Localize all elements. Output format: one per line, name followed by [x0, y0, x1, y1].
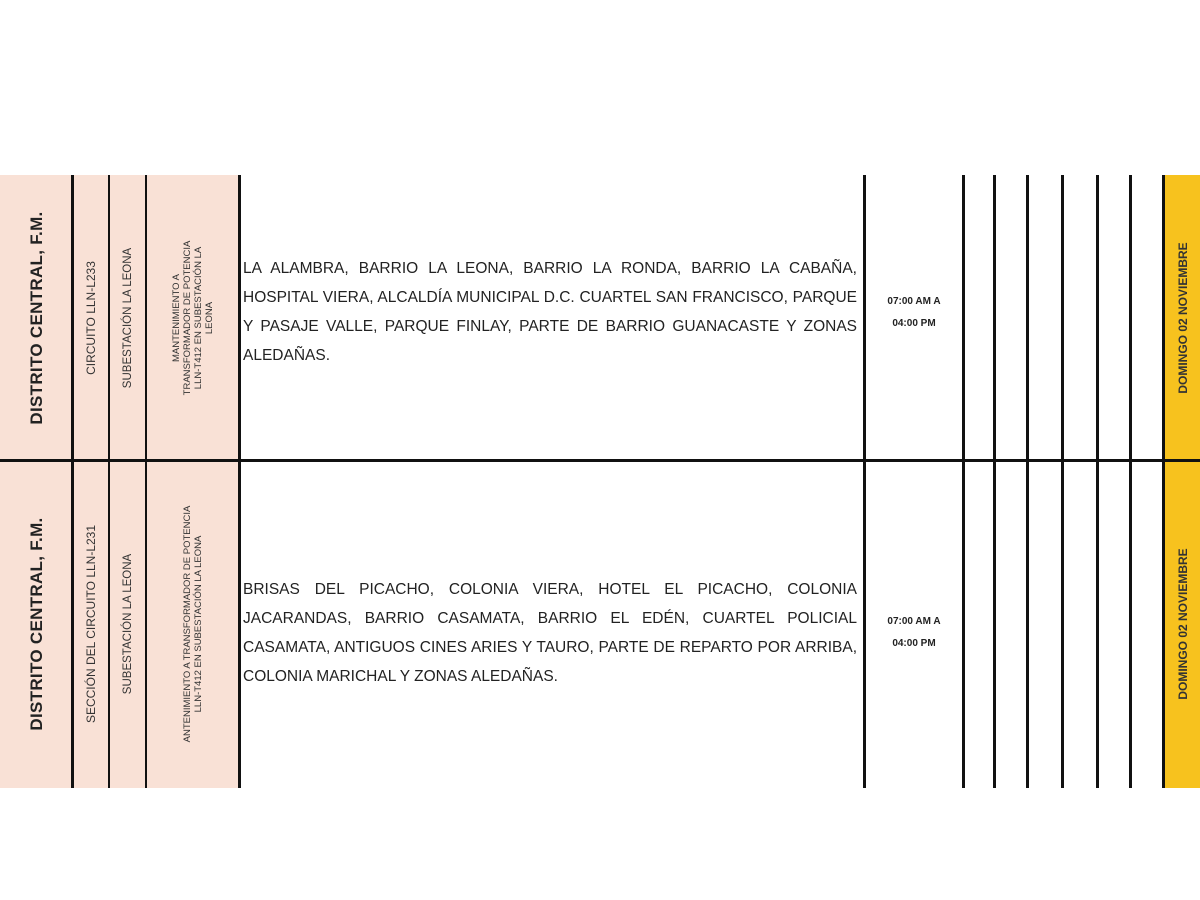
- district-label: DISTRITO CENTRAL, F.M.: [26, 210, 46, 425]
- column-divider: [962, 175, 965, 788]
- affected-areas: BRISAS DEL PICACHO, COLONIA VIERA, HOTEL EL PICACHO, COLONIA JACARANDAS, BARRIO CASAMATA, BARRIO EL EDÉN, CUARTEL POLICIAL CASAMATA, ANTIGUOS CINES ARIES Y TAURO, PARTE DE REPARTO POR ARRIBA, COLONIA MARICHAL Y ZONAS ALEDAÑAS.: [243, 581, 857, 685]
- maintenance-cell: [146, 175, 240, 460]
- circuit-cell: [73, 175, 109, 460]
- date-label: DOMINGO 02 NOVIEMBRE: [1175, 548, 1190, 700]
- substation-cell: [109, 460, 146, 788]
- column-divider: [1162, 175, 1165, 788]
- circuit-label: SECCIÓN DEL CIRCUITO LLN-L231: [84, 524, 98, 724]
- district-cell: [0, 460, 73, 788]
- time-end: 04:00 PM: [892, 638, 936, 649]
- time-end: 04:00 PM: [892, 318, 936, 329]
- time-start: 07:00 AM A: [887, 616, 941, 627]
- column-divider: [1096, 175, 1099, 788]
- column-divider: [993, 175, 996, 788]
- column-divider: [238, 175, 241, 788]
- time-range: [867, 291, 961, 335]
- column-divider: [1026, 175, 1029, 788]
- maintenance-line: LLN-T412 EN SUBESTACIÓN LA: [193, 246, 204, 389]
- column-divider: [145, 175, 147, 788]
- date-cell: [1165, 460, 1200, 788]
- column-divider: [863, 175, 866, 788]
- maintenance-text: [171, 240, 215, 395]
- substation-label: SUBESTACIÓN LA LEONA: [121, 553, 134, 695]
- maintenance-text: [182, 506, 204, 743]
- maintenance-line: ANTENIMIENTO A TRANSFORMADOR DE POTENCIA: [182, 505, 193, 743]
- date-cell: [1165, 175, 1200, 460]
- circuit-label: CIRCUITO LLN-L233: [84, 260, 98, 375]
- time-range: [867, 611, 961, 655]
- circuit-cell: [73, 460, 109, 788]
- date-label: DOMINGO 02 NOVIEMBRE: [1175, 241, 1190, 394]
- district-label: DISTRITO CENTRAL, F.M.: [26, 517, 46, 731]
- maintenance-cell: [146, 460, 240, 788]
- maintenance-line: LEONA: [204, 301, 215, 334]
- substation-cell: [109, 175, 146, 460]
- maintenance-line: LLN-T412 EN SUBESTACIÓN LA LEONA: [193, 535, 204, 713]
- affected-areas: LA ALAMBRA, BARRIO LA LEONA, BARRIO LA RONDA, BARRIO LA CABAÑA, HOSPITAL VIERA, ALCALDÍA MUNICIPAL D.C. CUARTEL SAN FRANCISCO, PARQUE Y PASAJE VALLE, PARQUE FINLAY, PARTE DE BARRIO GUANACASTE Y ZONAS ALEDAÑAS.: [243, 260, 857, 364]
- outage-schedule-table: [0, 175, 1200, 788]
- column-divider: [1061, 175, 1064, 788]
- substation-label: SUBESTACIÓN LA LEONA: [121, 247, 134, 388]
- maintenance-line: TRANSFORMADOR DE POTENCIA: [182, 240, 193, 395]
- time-start: 07:00 AM A: [887, 296, 941, 307]
- column-divider: [1129, 175, 1132, 788]
- table-row: [0, 175, 1200, 460]
- column-divider: [108, 175, 110, 788]
- row-divider: [0, 459, 1200, 462]
- column-divider: [71, 175, 74, 788]
- maintenance-line: MANTENIMIENTO A: [171, 273, 182, 362]
- table-row: [0, 460, 1200, 788]
- district-cell: [0, 175, 73, 460]
